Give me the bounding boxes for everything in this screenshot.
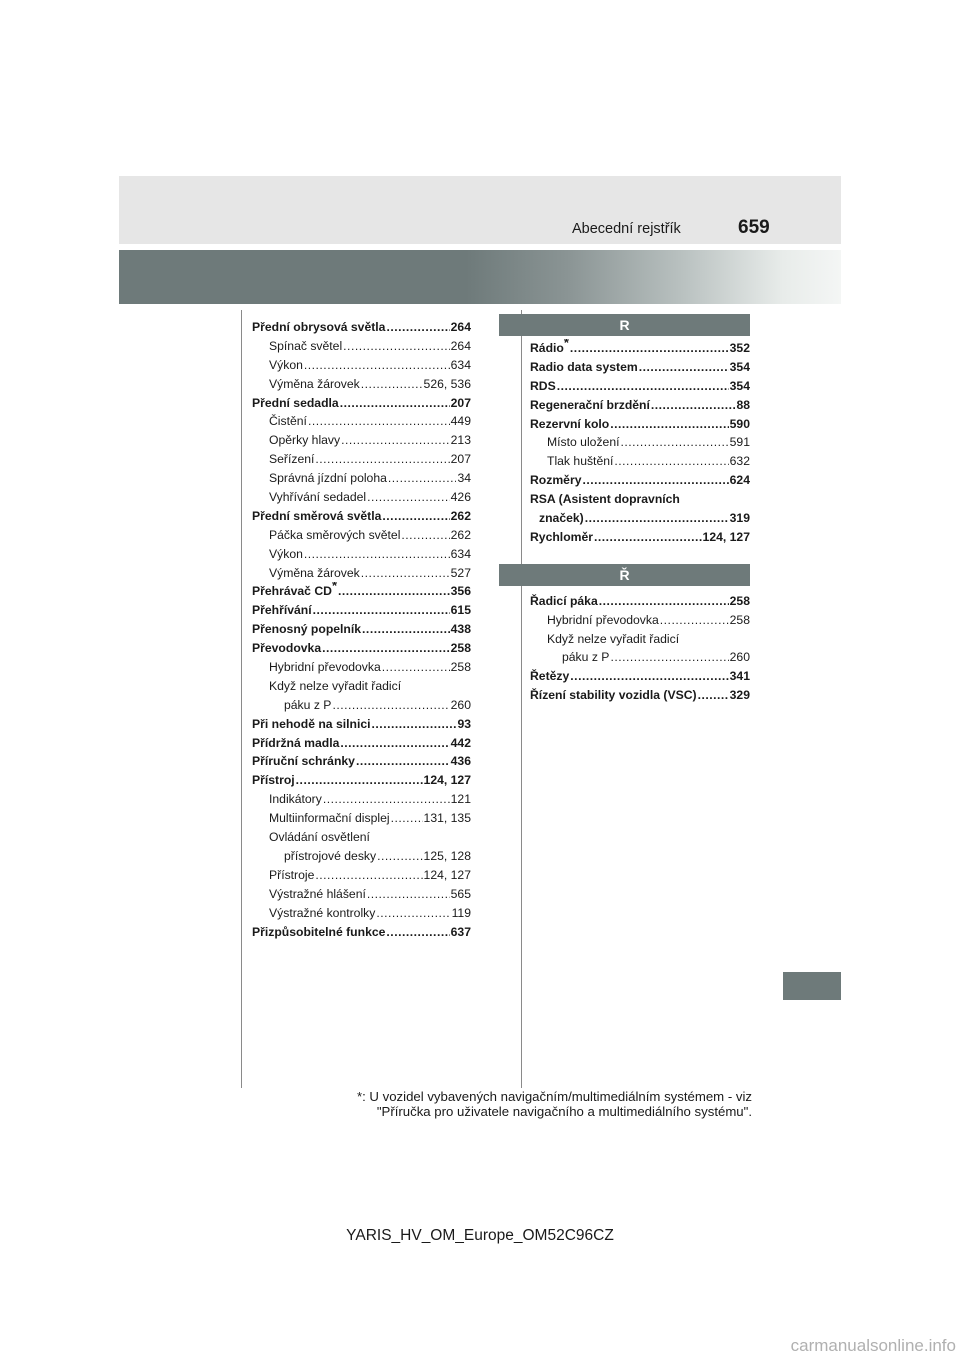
index-entry bbox=[252, 375, 471, 394]
entry-term: páku z P bbox=[284, 697, 332, 712]
leader-dots bbox=[304, 356, 450, 375]
entry-page: 262 bbox=[450, 527, 471, 542]
entry-page: 207 bbox=[450, 395, 471, 410]
entry-page: 258 bbox=[729, 593, 750, 608]
index-entry bbox=[530, 339, 750, 358]
index-entry bbox=[530, 667, 750, 686]
leader-dots bbox=[698, 686, 729, 705]
entry-term: Přední směrová světla bbox=[252, 508, 382, 523]
index-entry bbox=[530, 611, 750, 630]
leader-dots bbox=[296, 771, 423, 790]
index-entry bbox=[530, 630, 750, 649]
leader-dots bbox=[322, 639, 450, 658]
index-entry bbox=[252, 356, 471, 375]
index-entry bbox=[252, 752, 471, 771]
entry-term: Regenerační brzdění bbox=[530, 397, 650, 412]
section-banner bbox=[119, 250, 841, 304]
footnote-line-1: *: U vozidel vybavených navigačním/multimediálním systémem - viz bbox=[356, 1089, 752, 1104]
entry-term: Rozměry bbox=[530, 473, 582, 488]
leader-dots bbox=[343, 337, 449, 356]
entry-page: 264 bbox=[450, 320, 471, 334]
leader-dots bbox=[313, 601, 450, 620]
section-heading-r: R bbox=[499, 314, 750, 336]
entry-term: Hybridní převodovka bbox=[547, 612, 659, 627]
entry-page: 264 bbox=[450, 338, 471, 353]
index-entry bbox=[252, 450, 471, 469]
index-entry bbox=[530, 415, 750, 434]
entry-term: Multiinformační displej bbox=[269, 811, 390, 826]
entry-page: 449 bbox=[450, 414, 471, 429]
leader-dots bbox=[372, 715, 457, 734]
index-entry bbox=[252, 828, 471, 847]
leader-dots bbox=[323, 790, 450, 809]
leader-dots bbox=[315, 866, 422, 885]
entry-page: 527 bbox=[450, 565, 471, 580]
entry-page: 124, 127 bbox=[702, 529, 750, 544]
index-entry bbox=[530, 396, 750, 415]
watermark: carmanualsonline.info bbox=[790, 1336, 956, 1355]
leader-dots bbox=[376, 904, 450, 923]
index-entry bbox=[252, 601, 471, 620]
leader-dots bbox=[338, 582, 450, 601]
entry-term: Čistění bbox=[269, 414, 307, 429]
entry-page: 565 bbox=[450, 886, 471, 901]
entry-page: 124, 127 bbox=[423, 773, 471, 788]
index-entry bbox=[252, 431, 471, 450]
index-entry bbox=[252, 658, 471, 677]
entry-term: RSA (Asistent dopravních bbox=[530, 492, 680, 507]
entry-page: 526, 536 bbox=[423, 376, 471, 391]
index-entry bbox=[252, 337, 471, 356]
entry-term: Výkon bbox=[269, 357, 303, 372]
entry-term: Přední sedadla bbox=[252, 395, 339, 410]
leader-dots bbox=[585, 509, 729, 528]
entry-term: Rádio* bbox=[530, 339, 569, 358]
entry-page: 354 bbox=[729, 378, 750, 393]
entry-page: 34 bbox=[457, 471, 471, 486]
footnote-line-2: "Příručka pro uživatele navigačního a multimediálního systému". bbox=[376, 1104, 752, 1119]
footnote-star: * bbox=[331, 582, 338, 594]
entry-term: Přizpůsobitelné funkce bbox=[252, 924, 386, 939]
entry-term: značek) bbox=[539, 511, 584, 526]
leader-dots bbox=[386, 318, 449, 337]
entry-term: Místo uložení bbox=[547, 435, 620, 450]
entry-page: 88 bbox=[736, 397, 750, 412]
leader-dots bbox=[362, 620, 450, 639]
leader-dots bbox=[620, 433, 728, 452]
entry-page: 356 bbox=[450, 584, 471, 599]
entry-term: RDS bbox=[530, 378, 556, 393]
entry-term: Přední obrysová světla bbox=[252, 320, 386, 334]
entry-term: Řadicí páka bbox=[530, 593, 598, 608]
entry-page: 632 bbox=[729, 454, 750, 469]
leader-dots bbox=[382, 507, 449, 526]
entry-term: přístrojové desky bbox=[284, 848, 377, 863]
leader-dots bbox=[610, 415, 728, 434]
page-number: 659 bbox=[738, 217, 770, 238]
index-entry bbox=[252, 790, 471, 809]
entry-term: Indikátory bbox=[269, 792, 322, 807]
entry-term: Ovládání osvětlení bbox=[269, 830, 370, 845]
index-entry bbox=[530, 592, 750, 611]
index-entry bbox=[252, 526, 471, 545]
leader-dots bbox=[614, 452, 728, 471]
entry-page: 591 bbox=[729, 435, 750, 450]
entry-term: Opěrky hlavy bbox=[269, 433, 341, 448]
entry-page: 258 bbox=[450, 660, 471, 675]
entry-term: Přehrávač CD* bbox=[252, 582, 337, 601]
index-entry bbox=[252, 715, 471, 734]
entry-page: 121 bbox=[450, 792, 471, 807]
document-id: YARIS_HV_OM_Europe_OM52C96CZ bbox=[346, 1227, 614, 1244]
leader-dots bbox=[377, 847, 422, 866]
entry-term: Vyhřívání sedadel bbox=[269, 490, 367, 505]
entry-page: 590 bbox=[729, 416, 750, 431]
index-entry bbox=[252, 564, 471, 583]
entry-term: Přístroj bbox=[252, 773, 295, 788]
leader-dots bbox=[340, 394, 450, 413]
entry-page: 319 bbox=[729, 511, 750, 526]
entry-page: 260 bbox=[729, 650, 750, 665]
entry-page: 125, 128 bbox=[423, 848, 471, 863]
entry-term: Řetězy bbox=[530, 669, 570, 684]
entry-term: Hybridní převodovka bbox=[269, 660, 381, 675]
entry-page: 438 bbox=[450, 622, 471, 637]
index-entry bbox=[252, 923, 471, 942]
entry-page: 258 bbox=[450, 641, 471, 656]
leader-dots bbox=[651, 396, 736, 415]
index-entry bbox=[252, 866, 471, 885]
leader-dots bbox=[610, 648, 728, 667]
entry-page: 634 bbox=[450, 357, 471, 372]
leader-dots bbox=[367, 885, 450, 904]
entry-page: 624 bbox=[729, 473, 750, 488]
entry-page: 634 bbox=[450, 546, 471, 561]
entry-term: Řízení stability vozidla (VSC) bbox=[530, 688, 697, 703]
index-entry bbox=[530, 490, 750, 509]
entry-term: Když nelze vyřadit řadicí bbox=[269, 678, 402, 693]
leader-dots bbox=[582, 471, 728, 490]
entry-term: Výstražné kontrolky bbox=[269, 905, 376, 920]
index-entry bbox=[252, 885, 471, 904]
index-entry bbox=[252, 318, 471, 337]
entry-page: 93 bbox=[457, 716, 471, 731]
index-entry bbox=[252, 412, 471, 431]
left-column-rule bbox=[241, 310, 242, 1088]
entry-term: Příruční schránky bbox=[252, 754, 355, 769]
leader-dots bbox=[308, 412, 450, 431]
entry-term: Rychloměr bbox=[530, 529, 593, 544]
leader-dots bbox=[340, 734, 449, 753]
leader-dots bbox=[599, 592, 729, 611]
leader-dots bbox=[570, 667, 728, 686]
index-column-right bbox=[499, 314, 750, 705]
index-entry bbox=[252, 771, 471, 790]
entry-page: 329 bbox=[729, 688, 750, 703]
leader-dots bbox=[304, 545, 450, 564]
index-entry bbox=[252, 620, 471, 639]
leader-dots bbox=[315, 450, 449, 469]
index-entry bbox=[252, 469, 471, 488]
index-entry bbox=[252, 488, 471, 507]
leader-dots bbox=[388, 469, 457, 488]
leader-dots bbox=[386, 923, 449, 942]
index-entry bbox=[530, 686, 750, 705]
leader-dots bbox=[382, 658, 450, 677]
entry-term: páku z P bbox=[562, 650, 610, 665]
index-entry bbox=[252, 809, 471, 828]
leader-dots bbox=[639, 358, 729, 377]
entry-page: 354 bbox=[729, 359, 750, 374]
entry-term: Přístroje bbox=[269, 867, 315, 882]
entry-term: Výměna žárovek bbox=[269, 376, 360, 391]
entry-page: 615 bbox=[450, 603, 471, 618]
entry-term: Převodovka bbox=[252, 641, 322, 656]
index-entry bbox=[530, 433, 750, 452]
entry-page: 119 bbox=[451, 905, 471, 920]
index-entry bbox=[530, 471, 750, 490]
entry-term: Při nehodě na silnici bbox=[252, 716, 371, 731]
header-band bbox=[119, 176, 841, 244]
entry-term: Radio data system bbox=[530, 359, 638, 374]
entry-term: Přehřívání bbox=[252, 603, 312, 618]
leader-dots bbox=[391, 809, 423, 828]
entry-page: 442 bbox=[450, 735, 471, 750]
index-tab-marker bbox=[783, 972, 841, 1000]
index-entry bbox=[252, 582, 471, 601]
index-entry bbox=[530, 377, 750, 396]
entry-page: 207 bbox=[450, 452, 471, 467]
index-entry bbox=[252, 677, 471, 696]
entry-term: Spínač světel bbox=[269, 338, 343, 353]
entry-term: Seřízení bbox=[269, 452, 315, 467]
entry-page: 341 bbox=[729, 669, 750, 684]
footnote bbox=[240, 1089, 752, 1119]
index-column-left bbox=[252, 318, 471, 941]
index-entry bbox=[530, 452, 750, 471]
index-entry bbox=[252, 394, 471, 413]
entry-term: Správná jízdní poloha bbox=[269, 471, 387, 486]
entry-term: Přídržná madla bbox=[252, 735, 340, 750]
index-entry bbox=[252, 847, 471, 866]
entry-term: Tlak huštění bbox=[547, 454, 614, 469]
entry-page: 262 bbox=[450, 508, 471, 523]
index-entry bbox=[530, 528, 750, 547]
entry-term: Výměna žárovek bbox=[269, 565, 360, 580]
entry-term: Když nelze vyřadit řadicí bbox=[547, 631, 680, 646]
entry-page: 258 bbox=[729, 612, 750, 627]
entry-page: 637 bbox=[450, 924, 471, 939]
leader-dots bbox=[594, 528, 702, 547]
leader-dots bbox=[401, 526, 449, 545]
footnote-star: * bbox=[563, 339, 569, 350]
leader-dots bbox=[356, 752, 450, 771]
index-entry bbox=[252, 734, 471, 753]
entry-term: Výstražné hlášení bbox=[269, 886, 366, 901]
index-entry bbox=[252, 639, 471, 658]
index-entry bbox=[252, 904, 471, 923]
entry-term: Výkon bbox=[269, 546, 303, 561]
entry-page: 352 bbox=[729, 341, 750, 355]
leader-dots bbox=[361, 564, 450, 583]
entry-page: 213 bbox=[450, 433, 471, 448]
entry-term: Přenosný popelník bbox=[252, 622, 362, 637]
entry-page: 124, 127 bbox=[423, 867, 471, 882]
index-entry bbox=[252, 696, 471, 715]
leader-dots bbox=[367, 488, 450, 507]
index-entry bbox=[530, 509, 750, 528]
index-entry bbox=[530, 358, 750, 377]
leader-dots bbox=[557, 377, 729, 396]
leader-dots bbox=[570, 339, 729, 358]
entry-page: 426 bbox=[450, 490, 471, 505]
entry-page: 260 bbox=[450, 697, 471, 712]
entry-term: Rezervní kolo bbox=[530, 416, 610, 431]
entry-page: 436 bbox=[450, 754, 471, 769]
leader-dots bbox=[332, 696, 449, 715]
page-title: Abecední rejstřík bbox=[572, 221, 681, 237]
index-entry bbox=[252, 545, 471, 564]
index-entry bbox=[252, 507, 471, 526]
entry-page: 131, 135 bbox=[423, 811, 471, 826]
index-entry bbox=[530, 648, 750, 667]
section-heading-rz: Ř bbox=[499, 564, 750, 586]
entry-term: Páčka směrových světel bbox=[269, 527, 401, 542]
leader-dots bbox=[341, 431, 450, 450]
leader-dots bbox=[361, 375, 423, 394]
leader-dots bbox=[660, 611, 729, 630]
